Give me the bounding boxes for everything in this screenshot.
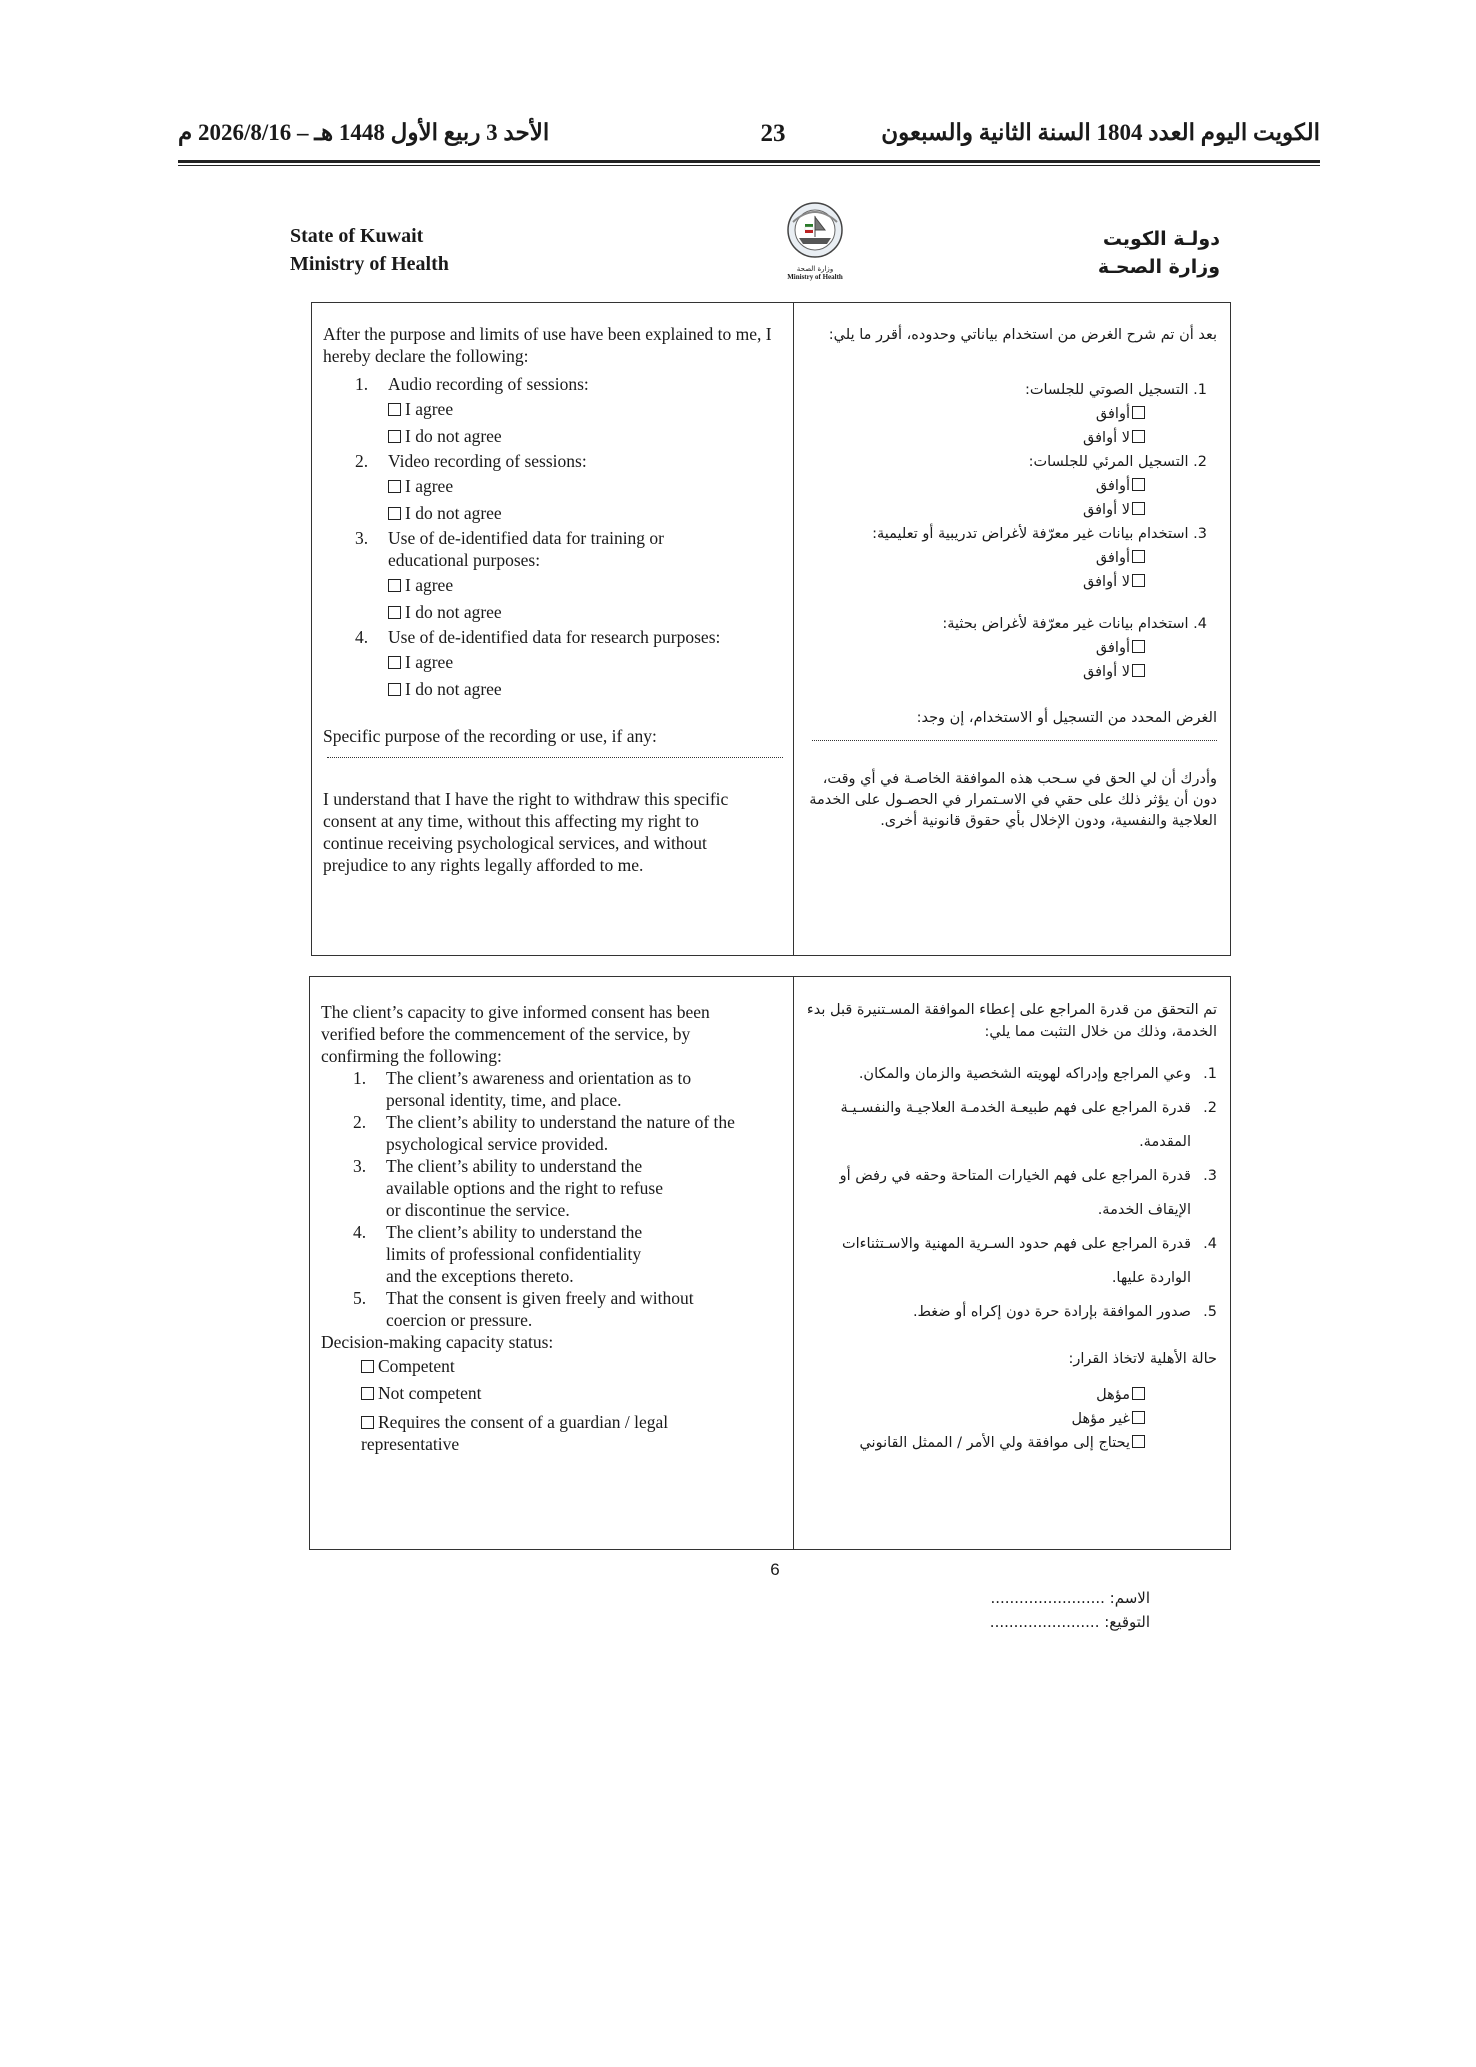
list-item bbox=[806, 1159, 1217, 1227]
section1-ar-item bbox=[805, 522, 1217, 594]
ministry-emblem bbox=[760, 200, 870, 295]
item-number: 4. bbox=[1203, 1236, 1217, 1252]
signature-block bbox=[900, 1586, 1150, 1634]
specific-purpose-field[interactable] bbox=[327, 757, 783, 758]
checkbox-agree[interactable] bbox=[1132, 640, 1145, 653]
capacity-list-en bbox=[321, 1067, 781, 1331]
option-agree: I agree bbox=[405, 652, 454, 672]
section1-ar-item bbox=[805, 450, 1217, 522]
list-item bbox=[806, 1057, 1217, 1091]
item-number: 2. bbox=[1203, 1100, 1217, 1116]
item-number: 4. bbox=[353, 1222, 367, 1242]
section1-ar-item bbox=[805, 612, 1217, 684]
gazette-header bbox=[178, 120, 1320, 154]
item-text: 3. استخدام بيانات غير معرّفة لأغراض تدريبية أو تعليمية: bbox=[872, 526, 1207, 542]
checkbox-agree[interactable] bbox=[1132, 406, 1145, 419]
letterhead-en bbox=[290, 222, 449, 278]
capacity-option bbox=[321, 1353, 781, 1380]
item-number: 3. bbox=[355, 528, 369, 548]
section2-en-column bbox=[321, 1001, 781, 1455]
section1-ar-column bbox=[805, 323, 1217, 832]
section1-en-item bbox=[323, 450, 783, 527]
column-divider bbox=[793, 977, 794, 1549]
checkbox-not-competent[interactable] bbox=[1132, 1411, 1145, 1424]
section1-en-intro: After the purpose and limits of use have been explained to me, I hereby declare the following: bbox=[323, 324, 772, 366]
option-agree: أوافق bbox=[1095, 406, 1130, 422]
option-guardian: يحتاج إلى موافقة ولي الأمر / الممثل القانوني bbox=[859, 1435, 1130, 1451]
option-not-agree: لا أوافق bbox=[1083, 502, 1130, 518]
header-rule-thin bbox=[178, 165, 1320, 166]
checkbox-guardian[interactable] bbox=[361, 1416, 374, 1429]
list-item bbox=[806, 1295, 1217, 1329]
option-agree: I agree bbox=[405, 476, 454, 496]
checkbox-agree[interactable] bbox=[388, 579, 401, 592]
consent-box-capacity bbox=[309, 976, 1231, 1550]
item-text: Video recording of sessions: bbox=[388, 451, 587, 471]
section1-en-item bbox=[323, 373, 783, 450]
item-text: 1. التسجيل الصوتي للجلسات: bbox=[1024, 382, 1207, 398]
checkbox-competent[interactable] bbox=[1132, 1387, 1145, 1400]
capacity-list-ar bbox=[806, 1057, 1217, 1329]
withdraw-statement-en: I understand that I have the right to withdraw this specific consent at any time, without this affecting my right to continue receiving psychological services, and without prejudice to any rights legally afforded to me. bbox=[323, 789, 729, 875]
section2-en-intro: The client’s capacity to give informed consent has been verified before the commencement of the service, by confirming the following: bbox=[321, 1002, 710, 1066]
option-agree: I agree bbox=[405, 575, 454, 595]
section1-ar-item bbox=[805, 378, 1217, 450]
item-number: 5. bbox=[1203, 1304, 1217, 1320]
column-divider bbox=[793, 303, 794, 955]
list-item bbox=[806, 1227, 1217, 1295]
checkbox-agree[interactable] bbox=[388, 480, 401, 493]
option-agree: I agree bbox=[405, 399, 454, 419]
checkbox-agree[interactable] bbox=[388, 656, 401, 669]
capacity-option bbox=[321, 1411, 701, 1455]
item-number: 3. bbox=[1203, 1168, 1217, 1184]
checkbox-not-agree[interactable] bbox=[388, 507, 401, 520]
list-item bbox=[353, 1111, 763, 1155]
option-agree: أوافق bbox=[1095, 550, 1130, 566]
item-number: 1. bbox=[355, 374, 369, 394]
item-number: 5. bbox=[353, 1288, 367, 1308]
item-number: 4. bbox=[355, 627, 369, 647]
option-not-agree: I do not agree bbox=[405, 679, 502, 699]
list-item bbox=[353, 1155, 763, 1221]
option-not-agree: I do not agree bbox=[405, 503, 502, 523]
capacity-option bbox=[321, 1380, 781, 1407]
option-not-competent: غير مؤهل bbox=[1071, 1411, 1130, 1427]
item-number: 2. bbox=[353, 1112, 367, 1132]
consent-box-recording bbox=[311, 302, 1231, 956]
item-text: The client’s ability to understand the limits of professional confidentiality and the exceptions thereto. bbox=[386, 1222, 643, 1286]
checkbox-not-agree[interactable] bbox=[1132, 502, 1145, 515]
checkbox-not-agree[interactable] bbox=[388, 430, 401, 443]
kuwait-emblem-icon bbox=[785, 200, 845, 260]
checkbox-not-agree[interactable] bbox=[1132, 430, 1145, 443]
item-text: 2. التسجيل المرئي للجلسات: bbox=[1028, 454, 1207, 470]
item-text: قدرة المراجع على فهم الخيارات المتاحة وحقه في رفض أو الإيقاف الخدمة. bbox=[839, 1168, 1191, 1218]
option-guardian: Requires the consent of a guardian / legal representative bbox=[361, 1412, 669, 1454]
option-not-agree: لا أوافق bbox=[1083, 574, 1130, 590]
capacity-option bbox=[806, 1383, 1217, 1407]
capacity-option bbox=[806, 1431, 1217, 1455]
letterhead-ar-line1: دولـة الكويت bbox=[1102, 228, 1220, 250]
section1-ar-intro: بعد أن تم شرح الغرض من استخدام بياناتي وحدوده، أقرر ما يلي: bbox=[828, 327, 1217, 343]
checkbox-agree[interactable] bbox=[1132, 478, 1145, 491]
checkbox-not-agree[interactable] bbox=[1132, 664, 1145, 677]
item-text: قدرة المراجع على فهم طبيعـة الخدمـة العلاجيـة والنفسـيـة المقدمة. bbox=[840, 1100, 1191, 1150]
item-text: قدرة المراجع على فهم حدود السـرية المهنية والاسـتثناءات الواردة عليها. bbox=[842, 1236, 1191, 1286]
checkbox-not-agree[interactable] bbox=[1132, 574, 1145, 587]
list-item bbox=[353, 1287, 763, 1331]
checkbox-not-agree[interactable] bbox=[388, 683, 401, 696]
specific-purpose-label-ar: الغرض المحدد من التسجيل أو الاستخدام، إن وجد: bbox=[916, 710, 1217, 726]
checkbox-guardian[interactable] bbox=[1132, 1435, 1145, 1448]
item-text: Use of de-identified data for training or educational purposes: bbox=[388, 528, 665, 570]
item-text: Audio recording of sessions: bbox=[388, 374, 589, 394]
item-text: صدور الموافقة بإرادة حرة دون إكراه أو ضغط. bbox=[912, 1304, 1191, 1320]
section1-en-column bbox=[323, 323, 783, 876]
capacity-status-label-ar: حالة الأهلية لاتخاذ القرار: bbox=[1068, 1351, 1217, 1367]
item-number: 1. bbox=[353, 1068, 367, 1088]
emblem-caption-ar: وزارة الصحة bbox=[796, 265, 834, 273]
checkbox-agree[interactable] bbox=[1132, 550, 1145, 563]
checkbox-competent[interactable] bbox=[361, 1360, 374, 1373]
checkbox-not-competent[interactable] bbox=[361, 1387, 374, 1400]
option-agree: أوافق bbox=[1095, 478, 1130, 494]
letterhead-en-line1: State of Kuwait bbox=[290, 225, 424, 247]
letterhead-ar bbox=[1000, 225, 1220, 281]
item-text: The client’s ability to understand the nature of the psychological service provided. bbox=[386, 1112, 735, 1154]
option-competent: Competent bbox=[378, 1356, 455, 1376]
gazette-title: الكويت اليوم العدد 1804 السنة الثانية والسبعون bbox=[881, 120, 1320, 145]
option-not-agree: لا أوافق bbox=[1083, 430, 1130, 446]
form-page-number: 6 bbox=[770, 1560, 780, 1579]
option-competent: مؤهل bbox=[1096, 1387, 1130, 1403]
item-number: 1. bbox=[1203, 1066, 1217, 1082]
list-item bbox=[353, 1221, 763, 1287]
section1-en-item bbox=[323, 626, 783, 703]
option-not-agree: لا أوافق bbox=[1083, 664, 1130, 680]
item-text: That the consent is given freely and without coercion or pressure. bbox=[386, 1288, 694, 1330]
name-line bbox=[900, 1586, 1150, 1610]
option-not-competent: Not competent bbox=[378, 1383, 482, 1403]
list-item bbox=[806, 1091, 1217, 1159]
section1-en-item bbox=[323, 527, 783, 626]
checkbox-not-agree[interactable] bbox=[388, 606, 401, 619]
capacity-status-label: Decision-making capacity status: bbox=[321, 1332, 554, 1352]
header-rule bbox=[178, 160, 1320, 163]
list-item bbox=[353, 1067, 763, 1111]
option-agree: أوافق bbox=[1095, 640, 1130, 656]
item-text: 4. استخدام بيانات غير معرّفة لأغراض بحثية: bbox=[942, 616, 1207, 632]
option-not-agree: I do not agree bbox=[405, 602, 502, 622]
capacity-option bbox=[806, 1407, 1217, 1431]
section2-ar-column bbox=[806, 999, 1217, 1455]
option-not-agree: I do not agree bbox=[405, 426, 502, 446]
name-label: الاسم: bbox=[1109, 1589, 1150, 1607]
item-text: The client’s ability to understand the available options and the right to refuse or discontinue the service. bbox=[386, 1156, 664, 1220]
section2-ar-intro: تم التحقق من قدرة المراجع على إعطاء الموافقة المسـتنيرة قبل بدء الخدمة، وذلك من خلال التثبت مما يلي: bbox=[806, 1002, 1217, 1040]
item-number: 2. bbox=[355, 451, 369, 471]
specific-purpose-label: Specific purpose of the recording or use, if any: bbox=[323, 726, 657, 746]
specific-purpose-field-ar[interactable] bbox=[812, 740, 1217, 741]
letterhead-ar-line2: وزارة الصحـة bbox=[1097, 256, 1220, 278]
item-number: 3. bbox=[353, 1156, 367, 1176]
withdraw-statement-ar: وأدرك أن لي الحق في سـحب هذه الموافقة الخاصـة في أي وقت، دون أن يؤثر ذلك على حقي في الاسـتمرار في الحصـول على الخدمة العلاجية والنفسية، ودون الإخلال بأي حقوق قانونية أخرى. bbox=[809, 771, 1217, 829]
gazette-page-number: 23 bbox=[760, 120, 786, 147]
name-field[interactable]: ........................ bbox=[990, 1589, 1105, 1607]
item-text: The client’s awareness and orientation as to personal identity, time, and place. bbox=[386, 1068, 692, 1110]
signature-line bbox=[900, 1610, 1150, 1634]
signature-label: التوقيع: bbox=[1104, 1613, 1150, 1631]
item-text: وعي المراجع وإدراكه لهويته الشخصية والزمان والمكان. bbox=[858, 1066, 1191, 1082]
letterhead-en-line2: Ministry of Health bbox=[290, 253, 449, 275]
checkbox-agree[interactable] bbox=[388, 403, 401, 416]
gazette-date: الأحد 3 ربيع الأول 1448 هـ – 2026/8/16 م bbox=[178, 120, 550, 145]
item-text: Use of de-identified data for research purposes: bbox=[388, 627, 721, 647]
signature-field[interactable]: ....................... bbox=[989, 1613, 1100, 1631]
emblem-caption-en: Ministry of Health bbox=[787, 273, 843, 281]
